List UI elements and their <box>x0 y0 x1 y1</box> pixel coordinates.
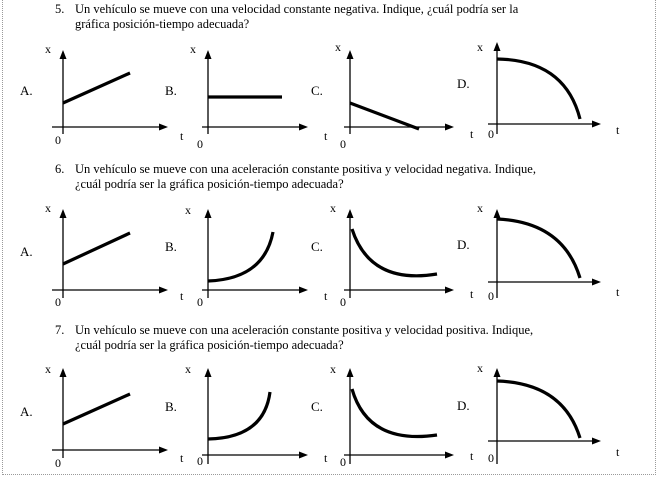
x-axis-label: t <box>180 129 184 143</box>
position-time-curve <box>497 381 580 438</box>
option-5-d-label: D. <box>457 76 470 91</box>
option-6-c-label: C. <box>311 239 323 254</box>
option-7-c-label: C. <box>311 399 323 414</box>
position-time-curve <box>497 59 580 119</box>
y-axis-label: x <box>185 362 191 376</box>
x-axis-label-right: t <box>616 285 620 299</box>
graph-5-a <box>45 42 168 147</box>
graph-5-b <box>180 42 308 151</box>
origin-label: 0 <box>488 289 494 303</box>
x-axis-label: t <box>180 451 184 465</box>
position-time-curve <box>63 233 130 264</box>
x-axis-label-right: t <box>616 445 620 459</box>
y-axis-label: x <box>477 361 483 375</box>
origin-label: 0 <box>55 295 61 309</box>
graph-6-c <box>324 201 454 309</box>
question-line-1: Un vehículo se mueve con una velocidad constante negativa. Indique, ¿cuál podría ser la <box>75 2 519 16</box>
option-5-c-label: C. <box>311 83 323 98</box>
question-line-1: Un vehículo se mueve con una aceleración constante positiva y velocidad negativa. Indique, <box>75 162 536 176</box>
y-axis-label: x <box>477 40 483 54</box>
option-6-b-label: B. <box>165 239 177 254</box>
position-time-curve <box>352 389 437 437</box>
question-line-2: ¿cuál podría ser la gráfica posición-tiempo adecuada? <box>75 177 344 191</box>
option-6-d-label: D. <box>457 237 470 252</box>
option-5-b-label: B. <box>165 83 177 98</box>
x-axis-label: t <box>180 289 184 303</box>
graph-7-b <box>180 362 308 468</box>
x-axis-label: t <box>324 289 328 303</box>
option-7-d-label: D. <box>457 398 470 413</box>
position-time-curve <box>63 394 130 424</box>
origin-label: 0 <box>197 295 203 309</box>
question-number: 7. <box>55 323 65 337</box>
option-7-a-label: A. <box>20 404 33 419</box>
graph-5-c <box>324 40 454 151</box>
question-line-2: ¿cuál podría ser la gráfica posición-tiempo adecuada? <box>75 338 344 352</box>
origin-label: 0 <box>340 295 346 309</box>
question-number: 5. <box>55 2 65 16</box>
x-axis-label: t <box>324 129 328 143</box>
origin-label: 0 <box>197 137 203 151</box>
origin-label: 0 <box>197 454 203 468</box>
origin-label: 0 <box>340 455 346 469</box>
origin-label: 0 <box>488 451 494 465</box>
position-time-curve <box>352 229 437 276</box>
position-time-curve <box>208 232 273 281</box>
y-axis-label: x <box>335 40 341 54</box>
position-time-curve <box>208 392 270 439</box>
option-5-a-label: A. <box>20 83 33 98</box>
question-line-2: gráfica posición-tiempo adecuada? <box>75 17 250 31</box>
graph-7-c <box>324 362 454 469</box>
y-axis-label: x <box>330 362 336 376</box>
origin-label: 0 <box>340 137 346 151</box>
x-axis-label-right: t <box>616 123 620 137</box>
question-line-1: Un vehículo se mueve con una aceleración constante positiva y velocidad positiva. Indique, <box>75 323 534 337</box>
position-time-curve <box>350 103 419 129</box>
x-axis-label: t <box>470 449 474 463</box>
x-axis-label: t <box>324 451 328 465</box>
question-number: 6. <box>55 162 65 176</box>
graph-7-d <box>470 361 620 465</box>
y-axis-label: x <box>45 201 51 215</box>
graph-7-a <box>45 362 168 470</box>
y-axis-label: x <box>185 203 191 217</box>
graph-5-d <box>470 40 620 141</box>
y-axis-label: x <box>45 42 51 56</box>
option-7-b-label: B. <box>165 399 177 414</box>
graph-6-d <box>470 201 620 303</box>
x-axis-label: t <box>470 287 474 301</box>
option-6-a-label: A. <box>20 244 33 259</box>
y-axis-label: x <box>45 362 51 376</box>
position-time-curve <box>497 219 580 278</box>
origin-label: 0 <box>55 133 61 147</box>
position-time-curve <box>63 73 130 103</box>
x-axis-label: t <box>470 127 474 141</box>
y-axis-label: x <box>330 201 336 215</box>
y-axis-label: x <box>190 42 196 56</box>
graph-6-b <box>180 203 308 309</box>
origin-label: 0 <box>488 127 494 141</box>
graph-6-a <box>45 201 168 309</box>
y-axis-label: x <box>477 201 483 215</box>
origin-label: 0 <box>55 456 61 470</box>
